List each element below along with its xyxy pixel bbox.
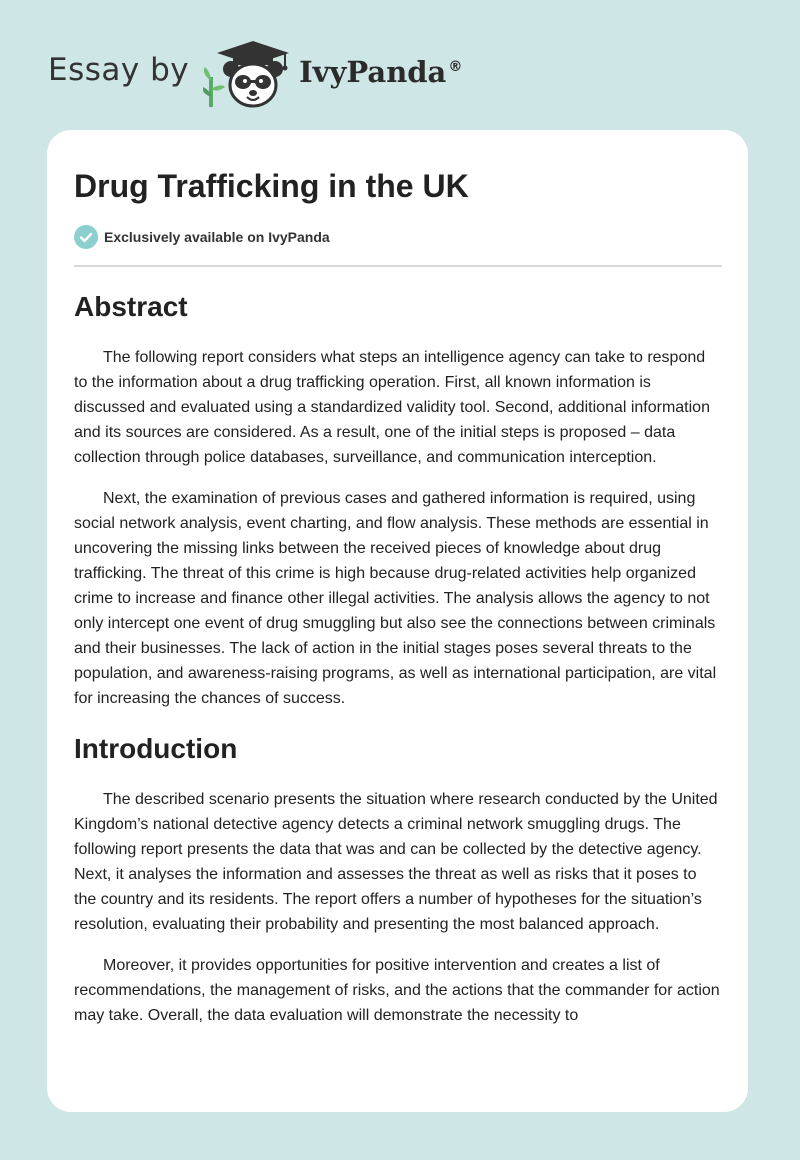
brand-prefix: Essay by [48,52,190,88]
exclusive-badge [74,225,722,249]
section-heading-introduction: Introduction [74,733,238,764]
brand-name-text: IvyPanda [299,55,447,89]
article-title: Drug Trafficking in the UK [74,168,469,204]
introduction-paragraph: The described scenario presents the situation where research conducted by the United Kingdom’s national detective agency detects a criminal network smuggling drugs. The following report presents the data that was and can be collected by the detective agency. Next, it analyses the information and assesses the threat as well as risks that it poses to the country and its residents. The report offers a number of hypotheses for the situation’s resolution, evaluating their probability and presenting the most balanced approach. [74,791,718,933]
introduction-paragraph: Moreover, it provides opportunities for positive intervention and creates a list of recommendations, the management of risks, and the actions that the commander for action may take. Overall, the data evaluation will demonstrate the necessity to [74,957,720,1024]
section-heading-abstract: Abstract [74,291,188,322]
brand-name [299,55,462,89]
check-circle-icon [74,225,98,249]
site-brand[interactable] [48,34,462,114]
exclusive-badge-label: Exclusively available on IvyPanda [104,229,330,245]
panda-logo-icon [203,37,295,111]
registered-mark: ® [448,59,463,76]
title-divider [74,265,722,267]
article-card [47,130,748,1112]
abstract-paragraph: The following report considers what steps an intelligence agency can take to respond to the information about a drug trafficking operation. First, all known information is discussed and evaluated using a standardized validity tool. Second, additional information and its sources are considered. As a result, one of the initial steps is proposed – data collection through police databases, surveillance, and communication interception. [74,349,710,466]
abstract-paragraph: Next, the examination of previous cases and gathered information is required, using social network analysis, event charting, and flow analysis. These methods are essential in uncovering the missing links between the received pieces of knowledge about drug trafficking. The threat of this crime is high because drug-related activities help organized crime to increase and finance other illegal activities. The analysis allows the agency to not only intercept one event of drug smuggling but also see the connections between criminals and their businesses. The lack of action in the initial stages poses several threats to the population, and awareness-raising programs, as well as international participation, are vital for increasing the chances of success. [74,490,717,707]
